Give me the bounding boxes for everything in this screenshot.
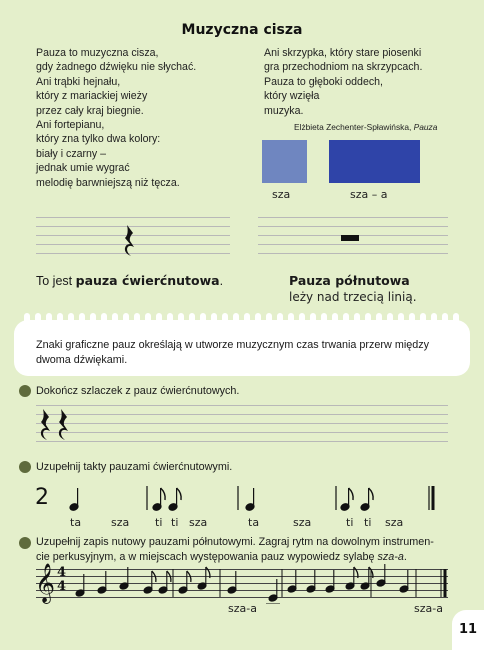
- info-box-scallops: [14, 312, 470, 324]
- rhythm-syllable: sza: [385, 516, 404, 529]
- scallop: [244, 313, 250, 324]
- scallop: [376, 313, 382, 324]
- quarter-rest-icon: [122, 224, 138, 258]
- rhythm-syllable: ti: [346, 516, 354, 529]
- melody-syllable: sza-a: [414, 602, 443, 615]
- scallop: [332, 313, 338, 324]
- scallop: [123, 313, 129, 324]
- poem-line: muzyka.: [264, 104, 304, 117]
- scallop: [420, 313, 426, 324]
- ex3-italic: sza-a: [377, 551, 404, 563]
- poem-line: który zna tylko dwa kolory:: [36, 133, 161, 146]
- half-rest-icon: [341, 235, 359, 241]
- caption-suffix: .: [219, 274, 224, 288]
- scallop: [409, 313, 415, 324]
- caption-prefix: To jest: [36, 274, 73, 288]
- scallop: [156, 313, 162, 324]
- exercise-3-text-line1: Uzupełnij zapis nutowy pauzami półnutowymi. Zagraj rytm na dowolnym instrumen-: [36, 536, 434, 548]
- poem-line: Ani skrzypka, który stare piosenki: [264, 47, 422, 59]
- poem-line: gdy żadnego dźwięku nie słychać.: [36, 61, 197, 74]
- poem-right: [264, 46, 422, 118]
- poem-line: Pauza to muzyczna cisza,: [36, 47, 159, 59]
- poem-line: który z mariackiej wieży: [36, 90, 148, 103]
- scallop: [299, 313, 305, 324]
- poem-line: melodię barwniejszą niż tęcza.: [36, 176, 180, 189]
- poem-line: jednak umie wygrać: [36, 162, 130, 175]
- scallop: [68, 313, 74, 324]
- scallop: [35, 313, 41, 324]
- rhythm-syllable: ta: [248, 516, 260, 529]
- scallop: [24, 313, 30, 324]
- time-signature-bottom: 4: [57, 579, 67, 594]
- quarter-rest-caption: [36, 273, 223, 288]
- scallop: [255, 313, 261, 324]
- rhythm-syllable: ta: [70, 516, 82, 529]
- half-rest-caption-title: [289, 273, 410, 288]
- rhythm-syllable: ti: [155, 516, 163, 529]
- scallop: [79, 313, 85, 324]
- poem-line: który wzięła: [264, 90, 320, 103]
- short-swatch-label: sza: [272, 188, 291, 201]
- poem-line: biały i czarny –: [36, 147, 107, 160]
- treble-clef-icon: 𝄞: [35, 563, 56, 603]
- rhythm-syllable: sza: [111, 516, 130, 529]
- poem-line: Ani fortepianu,: [36, 119, 105, 132]
- short-pause-swatch: [262, 140, 307, 183]
- poem-author: [294, 122, 437, 132]
- info-box-text: Znaki graficzne pauz określają w utworze muzycznym czas trwania przerw między dwoma dźwiękami.: [36, 339, 430, 366]
- exercise-2-text: Uzupełnij takty pauzami ćwierćnutowymi.: [36, 461, 233, 473]
- long-pause-swatch: [329, 140, 420, 183]
- scallop: [442, 313, 448, 324]
- scallop: [453, 313, 459, 324]
- scallop: [398, 313, 404, 324]
- caption-bold: pauza ćwierćnutowa: [75, 273, 220, 288]
- scallop: [233, 313, 239, 324]
- caption-bold: Pauza półnutowa: [289, 273, 410, 288]
- poem-line: Ani trąbki hejnału,: [36, 75, 121, 88]
- quarter-rest-icon: [56, 408, 72, 442]
- scallop: [354, 313, 360, 324]
- scallop: [46, 313, 52, 324]
- scallop: [178, 313, 184, 324]
- note-flag: [206, 567, 210, 578]
- exercise-bullet: [19, 385, 31, 397]
- scallop: [211, 313, 217, 324]
- scallop: [365, 313, 371, 324]
- exercise-bullet: [19, 537, 31, 549]
- scallop: [277, 313, 283, 324]
- ex3-text: cie perkusyjnym, a w miejscach występowania pauz wypowiedz sylabę: [36, 551, 378, 563]
- scallop: [343, 313, 349, 324]
- author-name: Elżbieta Zechenter-Spławińska,: [294, 122, 412, 132]
- time-signature-top: 4: [57, 565, 67, 580]
- rhythm-syllable: ti: [171, 516, 179, 529]
- scallop: [387, 313, 393, 324]
- long-swatch-label: sza – a: [350, 188, 388, 201]
- poem-left: [36, 46, 196, 190]
- scallop: [145, 313, 151, 324]
- note-flag: [167, 571, 171, 582]
- scallop: [90, 313, 96, 324]
- poem-line: przez cały kraj biegnie.: [36, 104, 144, 117]
- melody-notes: [60, 562, 452, 604]
- scallop: [200, 313, 206, 324]
- poem-line: Pauza to głęboki oddech,: [264, 75, 383, 88]
- scallop: [266, 313, 272, 324]
- scallop: [288, 313, 294, 324]
- note-flag: [187, 571, 191, 582]
- poem-line: gra przechodniom na skrzypcach.: [264, 61, 423, 74]
- meter-number: 2: [35, 485, 49, 510]
- scallop: [134, 313, 140, 324]
- exercise-1-text: Dokończ szlaczek z pauz ćwierćnutowych.: [36, 385, 240, 397]
- rhythm-syllable: sza: [189, 516, 208, 529]
- scallop: [321, 313, 327, 324]
- rhythm-syllable: ti: [364, 516, 372, 529]
- exercise-bullet: [19, 461, 31, 473]
- ex3-suffix: .: [403, 551, 407, 563]
- scallop: [310, 313, 316, 324]
- scallop: [101, 313, 107, 324]
- scallop: [57, 313, 63, 324]
- rhythm-syllable: sza: [293, 516, 312, 529]
- note-flag: [354, 567, 358, 578]
- author-work: Pauza: [413, 122, 438, 132]
- scallop: [222, 313, 228, 324]
- page-number: 11: [452, 610, 484, 650]
- page-title: Muzyczna cisza: [181, 22, 303, 38]
- melody-syllable: sza-a: [228, 602, 257, 615]
- rhythm-notation[interactable]: [60, 482, 450, 514]
- half-rest-caption-text: leży nad trzecią linią.: [289, 290, 417, 304]
- scallop: [189, 313, 195, 324]
- note-flag: [152, 571, 156, 582]
- scallop: [112, 313, 118, 324]
- scallop: [167, 313, 173, 324]
- scallop: [431, 313, 437, 324]
- quarter-rest-icon: [38, 408, 54, 442]
